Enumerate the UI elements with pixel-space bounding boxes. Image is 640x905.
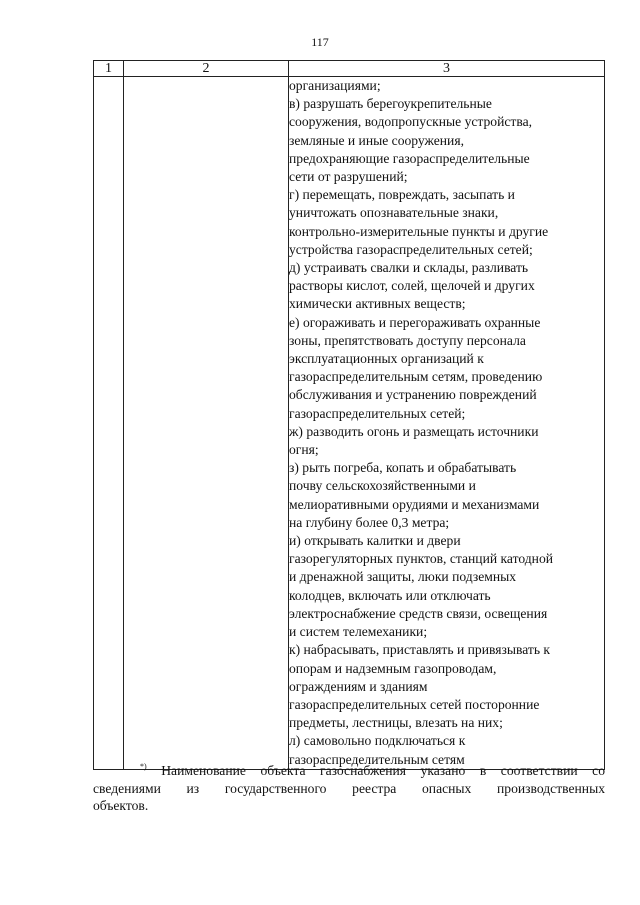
text-line: устройства газораспределительных сетей; — [289, 241, 533, 257]
text-line: сооружения, водопропускные устройства, — [289, 114, 533, 130]
text-line: газораспределительным сетям — [289, 751, 465, 767]
text-line: электроснабжение средств связи, освещения — [289, 605, 548, 621]
footnote-marker: *) — [140, 762, 147, 771]
text-line: зоны, препятствовать доступу персонала — [289, 332, 526, 348]
table-cell-col3 — [289, 77, 605, 770]
text-line: эксплуатационных организаций к — [289, 351, 484, 367]
text-line: д) устраивать свалки и склады, разливать — [289, 260, 529, 276]
text-line: на глубину более 0,3 метра; — [289, 514, 450, 530]
footnote-line-2: сведениями из государственного реестра опасных производственных — [93, 780, 605, 796]
footnote-text-1: Наименование объекта газоснабжения указано в соответствии со — [161, 763, 605, 778]
text-line: уничтожать опознавательные знаки, — [289, 205, 499, 221]
text-line: и) открывать калитки и двери — [289, 533, 461, 549]
column-header-1: 1 — [94, 61, 124, 77]
table-cell-col1 — [94, 77, 124, 770]
table-row — [94, 77, 605, 770]
text-line: предметы, лестницы, влезать на них; — [289, 715, 503, 731]
text-line: е) огораживать и перегораживать охранные — [289, 314, 541, 330]
document-table — [93, 60, 605, 770]
text-line: обслуживания и устранению повреждений — [289, 387, 537, 403]
text-line: растворы кислот, солей, щелочей и других — [289, 278, 535, 294]
text-line: к) набрасывать, приставлять и привязывать к — [289, 642, 551, 658]
prohibitions-list — [289, 77, 604, 769]
text-line: газораспределительным сетям, проведению — [289, 369, 543, 385]
text-line: мелиоративными орудиями и механизмами — [289, 496, 540, 512]
text-line: ж) разводить огонь и размещать источники — [289, 423, 539, 439]
text-line: химически активных веществ; — [289, 296, 466, 312]
table-header-row — [94, 61, 605, 77]
footnote-line-1 — [93, 758, 605, 780]
text-line: контрольно-измерительные пункты и другие — [289, 223, 549, 239]
text-line: газораспределительных сетей посторонние — [289, 696, 540, 712]
text-line: и дренажной защиты, люки подземных — [289, 569, 517, 585]
text-line: г) перемещать, повреждать, засыпать и — [289, 187, 515, 203]
column-header-2: 2 — [124, 61, 289, 77]
text-line: колодцев, включать или отключать — [289, 587, 491, 603]
text-line: в) разрушать берегоукрепительные — [289, 96, 492, 112]
table-cell-col2 — [124, 77, 289, 770]
footnote-line-3: объектов. — [93, 798, 149, 813]
text-line: газорегуляторных пунктов, станций катодной — [289, 551, 554, 567]
text-line: опорам и надземным газопроводам, — [289, 660, 497, 676]
text-line: л) самовольно подключаться к — [289, 733, 466, 749]
text-line: земляные и иные сооружения, — [289, 132, 464, 148]
footnote — [93, 758, 605, 815]
text-line: сети от разрушений; — [289, 169, 408, 185]
text-line: организациями; — [289, 78, 381, 93]
text-line: газораспределительных сетей; — [289, 405, 466, 421]
page-number: 117 — [311, 35, 329, 49]
text-line: огня; — [289, 442, 319, 458]
column-header-3: 3 — [289, 61, 605, 77]
text-line: почву сельскохозяйственными и — [289, 478, 476, 494]
text-line: предохраняющие газораспределительные — [289, 150, 530, 166]
text-line: з) рыть погреба, копать и обрабатывать — [289, 460, 517, 476]
text-line: и систем телемеханики; — [289, 624, 428, 640]
text-line: ограждениям и зданиям — [289, 678, 428, 694]
